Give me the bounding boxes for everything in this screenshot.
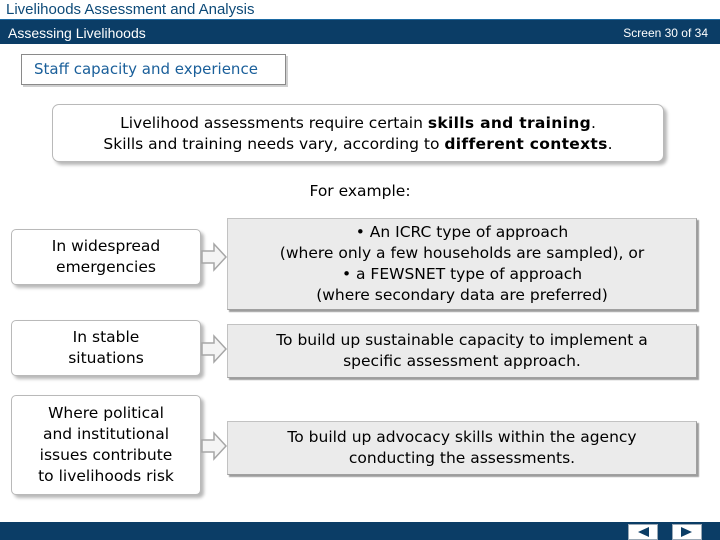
triangle-left-icon — [636, 526, 650, 538]
situation-box — [11, 320, 201, 376]
response-box — [227, 218, 697, 310]
response-text: • An ICRC type of approach — [355, 223, 569, 241]
arrow-right-icon — [201, 334, 227, 364]
situation-box — [11, 229, 201, 285]
back-button[interactable] — [628, 524, 658, 540]
intro-text: Skills and training needs vary, according to — [103, 135, 445, 153]
response-text: To build up advocacy skills within the agency — [287, 428, 637, 446]
situation-box — [11, 395, 201, 495]
for-example-label: For example: — [309, 182, 411, 200]
response-text: To build up sustainable capacity to implement a — [276, 331, 648, 349]
response-text: (where secondary data are preferred) — [316, 286, 608, 304]
response-text: (where only a few households are sampled), or — [279, 244, 645, 262]
intro-line-2 — [53, 134, 663, 155]
response-box — [227, 324, 697, 378]
lesson-title: Assessing Livelihoods — [8, 25, 146, 41]
footer-bar — [0, 522, 720, 540]
arrow-right-icon — [201, 431, 227, 461]
response-text: conducting the assessments. — [348, 449, 576, 467]
response-text: specific assessment approach. — [343, 352, 581, 370]
triangle-right-icon — [680, 526, 694, 538]
intro-text: . — [607, 135, 613, 153]
situation-text: to livelihoods risk — [38, 467, 174, 485]
situation-text: In stable — [72, 328, 140, 346]
situation-text: In widespread — [51, 237, 161, 255]
situation-text: issues contribute — [39, 446, 173, 464]
lesson-bar — [0, 19, 720, 44]
next-button[interactable] — [672, 524, 702, 540]
course-title-bar — [0, 0, 720, 19]
section-title-box — [21, 54, 286, 85]
intro-line-1 — [53, 113, 663, 134]
screen-counter: Screen 30 of 34 — [623, 26, 708, 40]
intro-text: . — [590, 114, 596, 132]
response-text: • a FEWSNET type of approach — [341, 265, 583, 283]
situation-text: and institutional — [42, 425, 170, 443]
situation-text: Where political — [48, 404, 164, 422]
arrow-right-icon — [201, 242, 227, 272]
situation-text: situations — [68, 349, 144, 367]
section-title: Staff capacity and experience — [34, 60, 258, 78]
intro-box — [52, 104, 664, 162]
intro-text: Livelihood assessments require certain — [120, 114, 428, 132]
intro-emphasis: different contexts — [444, 135, 608, 153]
situation-text: emergencies — [56, 258, 156, 276]
response-box — [227, 421, 697, 475]
intro-emphasis: skills and training — [427, 114, 591, 132]
course-title: Livelihoods Assessment and Analysis — [6, 1, 255, 18]
